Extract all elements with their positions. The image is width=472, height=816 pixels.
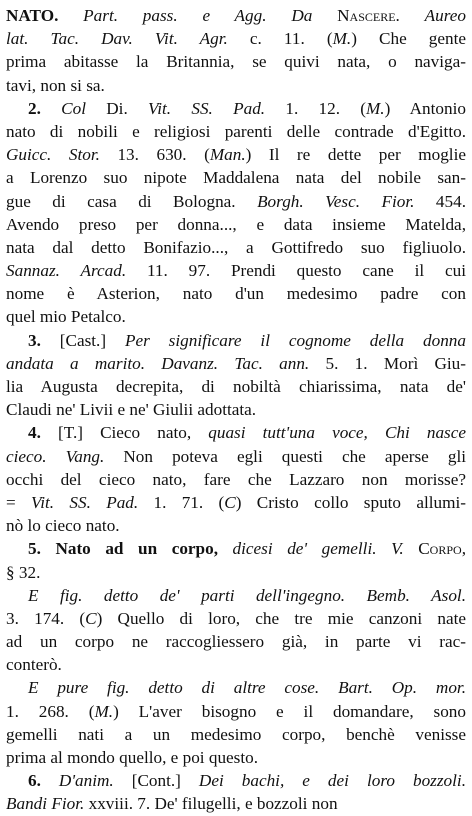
text-run: nò lo cieco nato. [6,516,120,536]
text-line [6,792,466,815]
italic-text: Bandi Fior. [6,794,85,814]
italic-text: Borgh. Vesc. Fior. [257,191,415,211]
entry-paragraph [6,97,466,329]
text-run: 3. 174. ( [6,608,86,628]
bold-text: 4. [28,423,58,443]
text-run: xxviii. 7. De' filugelli, e bozzoli non [84,794,338,814]
italic-text: Aureo [424,6,466,25]
italic-text: M. [332,29,352,49]
text-run: . [395,6,425,25]
italic-text: Vit. SS. Pad. [148,98,266,118]
italic-text: Part. pass. e Agg. Da [83,6,338,25]
italic-text: Sannaz. Arcad. [6,261,127,281]
text-run: ) L'aver bisogno e il domandare, sono [113,701,466,721]
text-run: conterò. [6,655,62,675]
italic-text: E fig. detto de' parti dell'ingegno. Bemb. Asol. [28,585,466,605]
text-line [6,213,466,236]
bold-text: 3. [28,330,60,350]
text-line [6,561,466,584]
text-run: 1. 71. ( [138,492,225,512]
text-line [6,537,466,560]
text-line [6,445,466,468]
text-line [6,398,466,421]
text-line [6,607,466,630]
text-run: 454. [414,191,466,211]
text-run: c. 11. ( [227,29,333,49]
text-run: nome è Asterion, nato d'un medesimo padre con [6,284,466,304]
text-line [6,514,466,537]
entry-paragraph [6,329,466,422]
entry-paragraph [6,584,466,677]
text-run: § 32. [6,562,41,582]
text-line [6,746,466,769]
text-line [6,700,466,723]
text-run: a Lorenzo suo nipote Maddalena nata del nobile san- [6,168,466,188]
text-run: ) Il re dette per moglie [245,145,466,165]
text-run: ) Quello di loro, che tre mie canzoni nate [96,608,466,628]
text-run: gemelli nati a un medesimo corpo, benchè venisse [6,724,466,744]
text-run [404,539,419,558]
italic-text: D'anim. [58,771,114,791]
text-line [6,27,466,50]
italic-text: C [85,608,97,628]
italic-text: E pure fig. detto di altre cose. Bart. Op. mor. [28,678,466,698]
text-line [6,584,466,607]
italic-text: C [224,492,236,512]
text-line [6,653,466,676]
text-run: prima abitasse la Britannia, se quivi nata, o naviga- [6,52,466,72]
italic-text: Vit. SS. Pad. [31,492,139,512]
text-run: occhi del cieco nato, fare che Lazzaro non morisse? [6,469,466,489]
text-run: Corpo [418,539,462,559]
italic-text: Dei bachi, e dei loro bozzoli. [198,771,466,791]
text-run: [Cast.] [59,330,125,350]
text-run: ) Che gente [351,29,466,49]
text-run: tavi, non si sa. [6,75,105,95]
italic-text: dicesi de' gemelli. V. [232,539,404,559]
text-line [6,329,466,352]
entry-paragraph [6,421,466,537]
text-run: 5. 1. Morì Giu- [309,353,466,373]
text-run: Di. [86,98,149,118]
text-run: 13. 630. ( [99,145,210,165]
text-line [6,676,466,699]
italic-text: quasi tutt'una voce, Chi nasce [208,423,466,443]
text-line [6,491,466,514]
text-run: [Cont.] [113,771,199,791]
italic-text: cieco. Vang. [6,446,105,466]
text-line [6,120,466,143]
text-line [6,723,466,746]
text-run: prima al mondo quello, e poi questo. [6,748,259,767]
bold-text: 5. Nato ad un corpo, [28,539,233,559]
text-run: Avendo preso per donna..., e data insieme Matelda, [6,214,466,234]
italic-text: Guicc. Stor. [6,145,100,165]
text-line [6,769,466,792]
text-line [6,352,466,375]
text-line [6,421,466,444]
entry-paragraph [6,676,466,769]
dictionary-entry [6,4,466,816]
bold-text: 6. [28,771,59,791]
italic-text: Col [61,98,86,118]
text-run: = [6,492,32,512]
text-line [6,143,466,166]
italic-text: M. [365,98,385,118]
text-run: nato di nobili e religiosi parenti delle contrade d'Egitto. [6,121,466,141]
italic-text: Man. [209,145,246,165]
text-line [6,166,466,189]
bold-text: NATO. [6,6,59,25]
text-run: 11. 97. Prendi questo cane il cui [126,261,466,281]
text-run: nata dal detto Bonifazio..., a Gottifredo suo figliuolo. [6,237,466,257]
text-run: Claudi ne' Livii e ne' Giulii adottata. [6,400,257,420]
text-line [6,236,466,259]
text-line [6,282,466,305]
text-line [6,190,466,213]
bold-text: 2. [28,98,62,118]
italic-text: andata a marito. Davanz. Tac. ann. [6,353,310,373]
entry-paragraph [6,769,466,815]
text-run: 1. 268. ( [6,701,95,721]
text-line [6,74,466,97]
text-run: lia Augusta decrepita, di nobiltà chiarissima, nata de' [6,377,466,396]
entry-paragraph [6,537,466,583]
text-run: ad un corpo ne raccogliessero già, in parte vi rac- [6,632,466,652]
text-line [6,259,466,282]
text-run: ) Antonio [384,98,466,118]
text-run [58,6,83,25]
text-line [6,468,466,491]
text-run: quel mio Petalco. [6,307,126,327]
text-run: 1. 12. ( [265,98,366,118]
italic-text: M. [94,701,114,721]
text-line [6,50,466,73]
text-run: Nascere [337,6,396,25]
text-run: , [461,539,466,559]
text-line [6,4,466,27]
entry-paragraph [6,4,466,97]
text-run: ) Cristo collo sputo allumi- [235,492,466,512]
text-line [6,630,466,653]
text-line [6,375,466,398]
italic-text: lat. Tac. Dav. Vit. Agr. [6,29,228,49]
text-line [6,305,466,328]
text-line [6,97,466,120]
italic-text: Per significare il cognome della donna [124,330,466,350]
text-run: [T.] Cieco nato, [58,423,209,443]
text-run: Non poteva egli questi che aperse gli [104,446,466,466]
text-run: gue di casa di Bologna. [6,191,258,211]
